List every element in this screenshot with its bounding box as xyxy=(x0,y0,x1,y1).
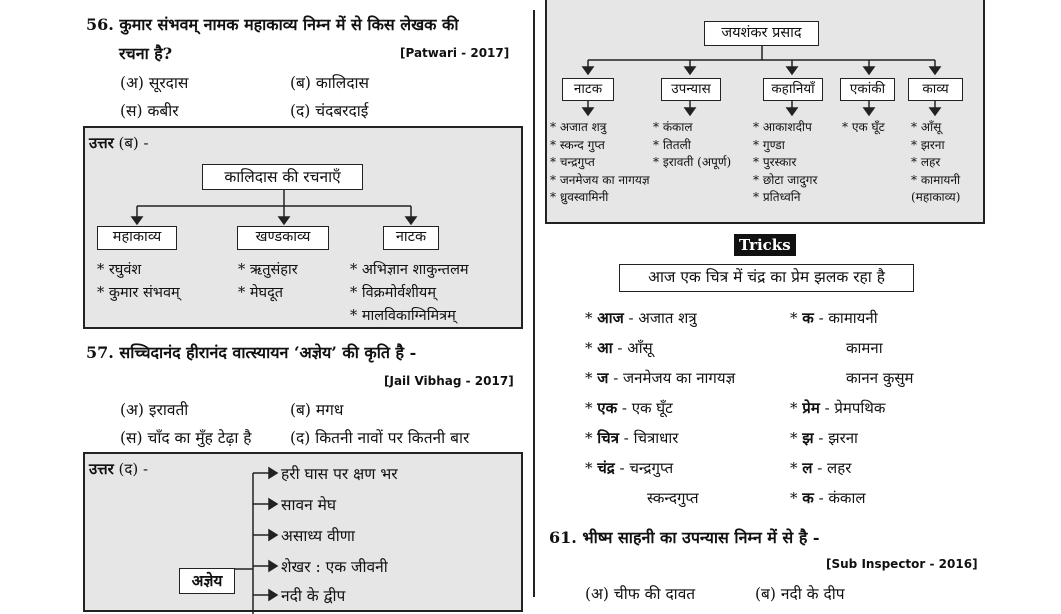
trick-key: आ xyxy=(597,339,613,357)
trick-item: * आज - अजात शत्रु xyxy=(585,309,697,327)
q56-answer xyxy=(89,133,149,153)
q57-answer xyxy=(89,459,148,479)
jaishankar-branch-upanyas: उपन्यास xyxy=(661,78,721,101)
list-item: * प्रतिध्वनि xyxy=(753,190,801,204)
trick-value: - लहर xyxy=(812,459,852,477)
trick-value: - झरना xyxy=(813,429,858,447)
list-item: * लहर xyxy=(911,155,941,169)
q57-option-b: (ब) मगध xyxy=(290,401,344,419)
list-item: * आँसू xyxy=(911,120,942,134)
q56-question-cont: रचना है? xyxy=(119,44,173,63)
trick-key: क xyxy=(802,309,814,327)
tricks-phrase: आज एक चित्र में चंद्र का प्रेम झलक रहा है xyxy=(619,264,914,292)
list-item: * अजात शत्रु xyxy=(550,120,607,134)
column-divider xyxy=(533,10,535,597)
q56-answer-box xyxy=(83,126,523,329)
jaishankar-branch-natak: नाटक xyxy=(562,78,614,101)
jaishankar-list-ekanki xyxy=(842,119,885,137)
jaishankar-list-upanyas xyxy=(653,119,731,172)
q57-work-3: असाध्य वीणा xyxy=(281,527,355,545)
q56-branch-khandkavya: खण्डकाव्य xyxy=(237,226,329,250)
trick-key: चंद्र xyxy=(597,459,615,477)
trick-value: - आँसू xyxy=(612,339,653,357)
trick-value: कानन कुसुम xyxy=(846,369,914,387)
q57-question: 57. सच्चिदानंद हीरानंद वात्स्यायन ‘अज्ञेय’ की कृति है - xyxy=(86,343,417,362)
q57-root-node: अज्ञेय xyxy=(179,568,235,594)
trick-key: चित्र xyxy=(597,429,619,447)
q56-list-khandkavya xyxy=(238,259,298,305)
jaishankar-root-node: जयशंकर प्रसाद xyxy=(704,21,819,46)
q57-option-d: (द) कितनी नावों पर कितनी बार xyxy=(290,429,470,447)
list-item: * स्कन्द गुप्त xyxy=(550,137,605,152)
trick-item: * चित्र - चित्राधार xyxy=(585,429,679,447)
q61-option-b: (ब) नदी के दीप xyxy=(755,585,845,603)
q61-source: [Sub Inspector - 2016] xyxy=(826,557,978,571)
trick-value: - अजात शत्रु xyxy=(623,309,697,327)
q57-work-1: हरी घास पर क्षण भर xyxy=(281,465,398,483)
q56-root-node: कालिदास की रचनाएँ xyxy=(202,164,363,190)
q56-branch-natak: नाटक xyxy=(383,226,439,250)
trick-item: * क - कामायनी xyxy=(790,309,878,327)
jaishankar-branch-kahaniyan: कहानियाँ xyxy=(763,78,823,101)
jaishankar-list-natak xyxy=(550,119,650,207)
trick-key: आज xyxy=(597,309,624,327)
list-item: * मेघदूत xyxy=(238,285,284,301)
list-item: * एक घूँट xyxy=(842,120,885,134)
trick-key: ज xyxy=(597,369,609,387)
q57-work-2: सावन मेघ xyxy=(281,496,337,514)
list-item: * ऋतुसंहार xyxy=(238,262,298,278)
list-item: * मालविकाग्निमित्रम् xyxy=(350,308,456,324)
trick-value: - कामायनी xyxy=(813,309,878,327)
q56-option-c: (स) कबीर xyxy=(120,102,179,120)
trick-item: * एक - एक घूँट xyxy=(585,399,673,417)
list-item: (महाकाव्य) xyxy=(911,190,961,204)
list-item: * पुरस्कार xyxy=(753,155,797,169)
tricks-badge: Tricks xyxy=(734,234,796,256)
list-item: * चन्द्रगुप्त xyxy=(550,155,595,169)
q56-list-natak xyxy=(350,259,469,328)
list-item: * कुमार संभवम् xyxy=(97,285,180,301)
jaishankar-branch-kavya: काव्य xyxy=(908,78,963,101)
q57-answer-box xyxy=(83,452,523,612)
q56-source: [Patwari - 2017] xyxy=(400,46,510,60)
list-item: * रघुवंश xyxy=(97,262,142,278)
list-item: * छोटा जादुगर xyxy=(753,172,818,187)
q57-work-5: नदी के द्वीप xyxy=(281,587,346,605)
trick-item xyxy=(790,363,913,393)
jaishankar-list-kahaniyan xyxy=(753,119,817,207)
trick-item: * ज - जनमेजय का नागयज्ञ xyxy=(585,369,736,387)
jaishankar-list-kavya xyxy=(911,119,960,207)
trick-value: - प्रेमपथिक xyxy=(819,399,886,417)
q56-list-mahakavya xyxy=(97,259,180,305)
trick-value: - एक घूँट xyxy=(617,399,673,417)
trick-value: - जनमेजय का नागयज्ञ xyxy=(608,369,736,387)
list-item: * तितली xyxy=(653,137,691,152)
list-item: * गुण्डा xyxy=(753,137,785,152)
q56-answer-label: उत्तर xyxy=(89,134,114,152)
q56-branch-mahakavya: महाकाव्य xyxy=(97,226,177,250)
q56-question: 56. कुमार संभवम् नामक महाकाव्य निम्न में से किस लेखक की xyxy=(86,15,459,34)
jaishankar-branch-ekanki: एकांकी xyxy=(840,78,895,101)
trick-key: प्रेम xyxy=(802,399,820,417)
list-item: * कामायनी xyxy=(911,172,961,187)
q56-answer-value: (ब) - xyxy=(118,134,149,152)
trick-item: * झ - झरना xyxy=(790,429,858,447)
trick-value: कामना xyxy=(846,339,883,357)
q57-answer-value: (द) - xyxy=(118,460,149,478)
list-item: * जनमेजय का नागयज्ञ xyxy=(550,172,650,187)
list-item: * झरना xyxy=(911,137,945,152)
trick-value: - चित्राधार xyxy=(618,429,679,447)
q61-option-a: (अ) चीफ की दावत xyxy=(585,585,696,603)
list-item: * विक्रमोर्वशीयम् xyxy=(350,285,436,301)
trick-item: * आ - आँसू xyxy=(585,339,653,357)
q57-source: [Jail Vibhag - 2017] xyxy=(384,374,514,388)
list-item: * ध्रुवस्वामिनी xyxy=(550,190,609,204)
list-item: * इरावती (अपूर्ण) xyxy=(653,155,732,169)
q57-option-a: (अ) इरावती xyxy=(120,401,189,419)
trick-value: स्कन्दगुप्त xyxy=(647,489,699,507)
trick-item: * प्रेम - प्रेमपथिक xyxy=(790,399,886,417)
q57-answer-label: उत्तर xyxy=(89,460,114,478)
trick-item xyxy=(790,333,913,363)
tricks-left-list xyxy=(585,303,735,513)
trick-key: क xyxy=(802,489,814,507)
trick-value: - चन्द्रगुप्त xyxy=(614,459,674,477)
list-item: * कंकाल xyxy=(653,120,693,134)
trick-key: ल xyxy=(802,459,813,477)
q61-question: 61. भीष्म साहनी का उपन्यास निम्न में से है - xyxy=(549,528,820,547)
trick-key: एक xyxy=(597,399,618,417)
tricks-right-list xyxy=(790,303,913,513)
trick-item: * क - कंकाल xyxy=(790,489,866,507)
trick-item: * ल - लहर xyxy=(790,459,852,477)
trick-item: * चंद्र - चन्द्रगुप्त xyxy=(585,459,674,477)
q56-option-a: (अ) सूरदास xyxy=(120,74,189,92)
trick-key: झ xyxy=(802,429,814,447)
q56-option-b: (ब) कालिदास xyxy=(290,74,370,92)
q57-option-c: (स) चाँद का मुँह टेढ़ा है xyxy=(120,429,252,447)
list-item: * आकाशदीप xyxy=(753,120,812,134)
trick-value: - कंकाल xyxy=(813,489,866,507)
q57-work-4: शेखर : एक जीवनी xyxy=(281,558,388,576)
trick-item xyxy=(585,483,735,513)
list-item: * अभिज्ञान शाकुन्तलम xyxy=(350,262,469,278)
jaishankar-box xyxy=(545,0,985,224)
q56-option-d: (द) चंदबरदाई xyxy=(290,102,369,120)
